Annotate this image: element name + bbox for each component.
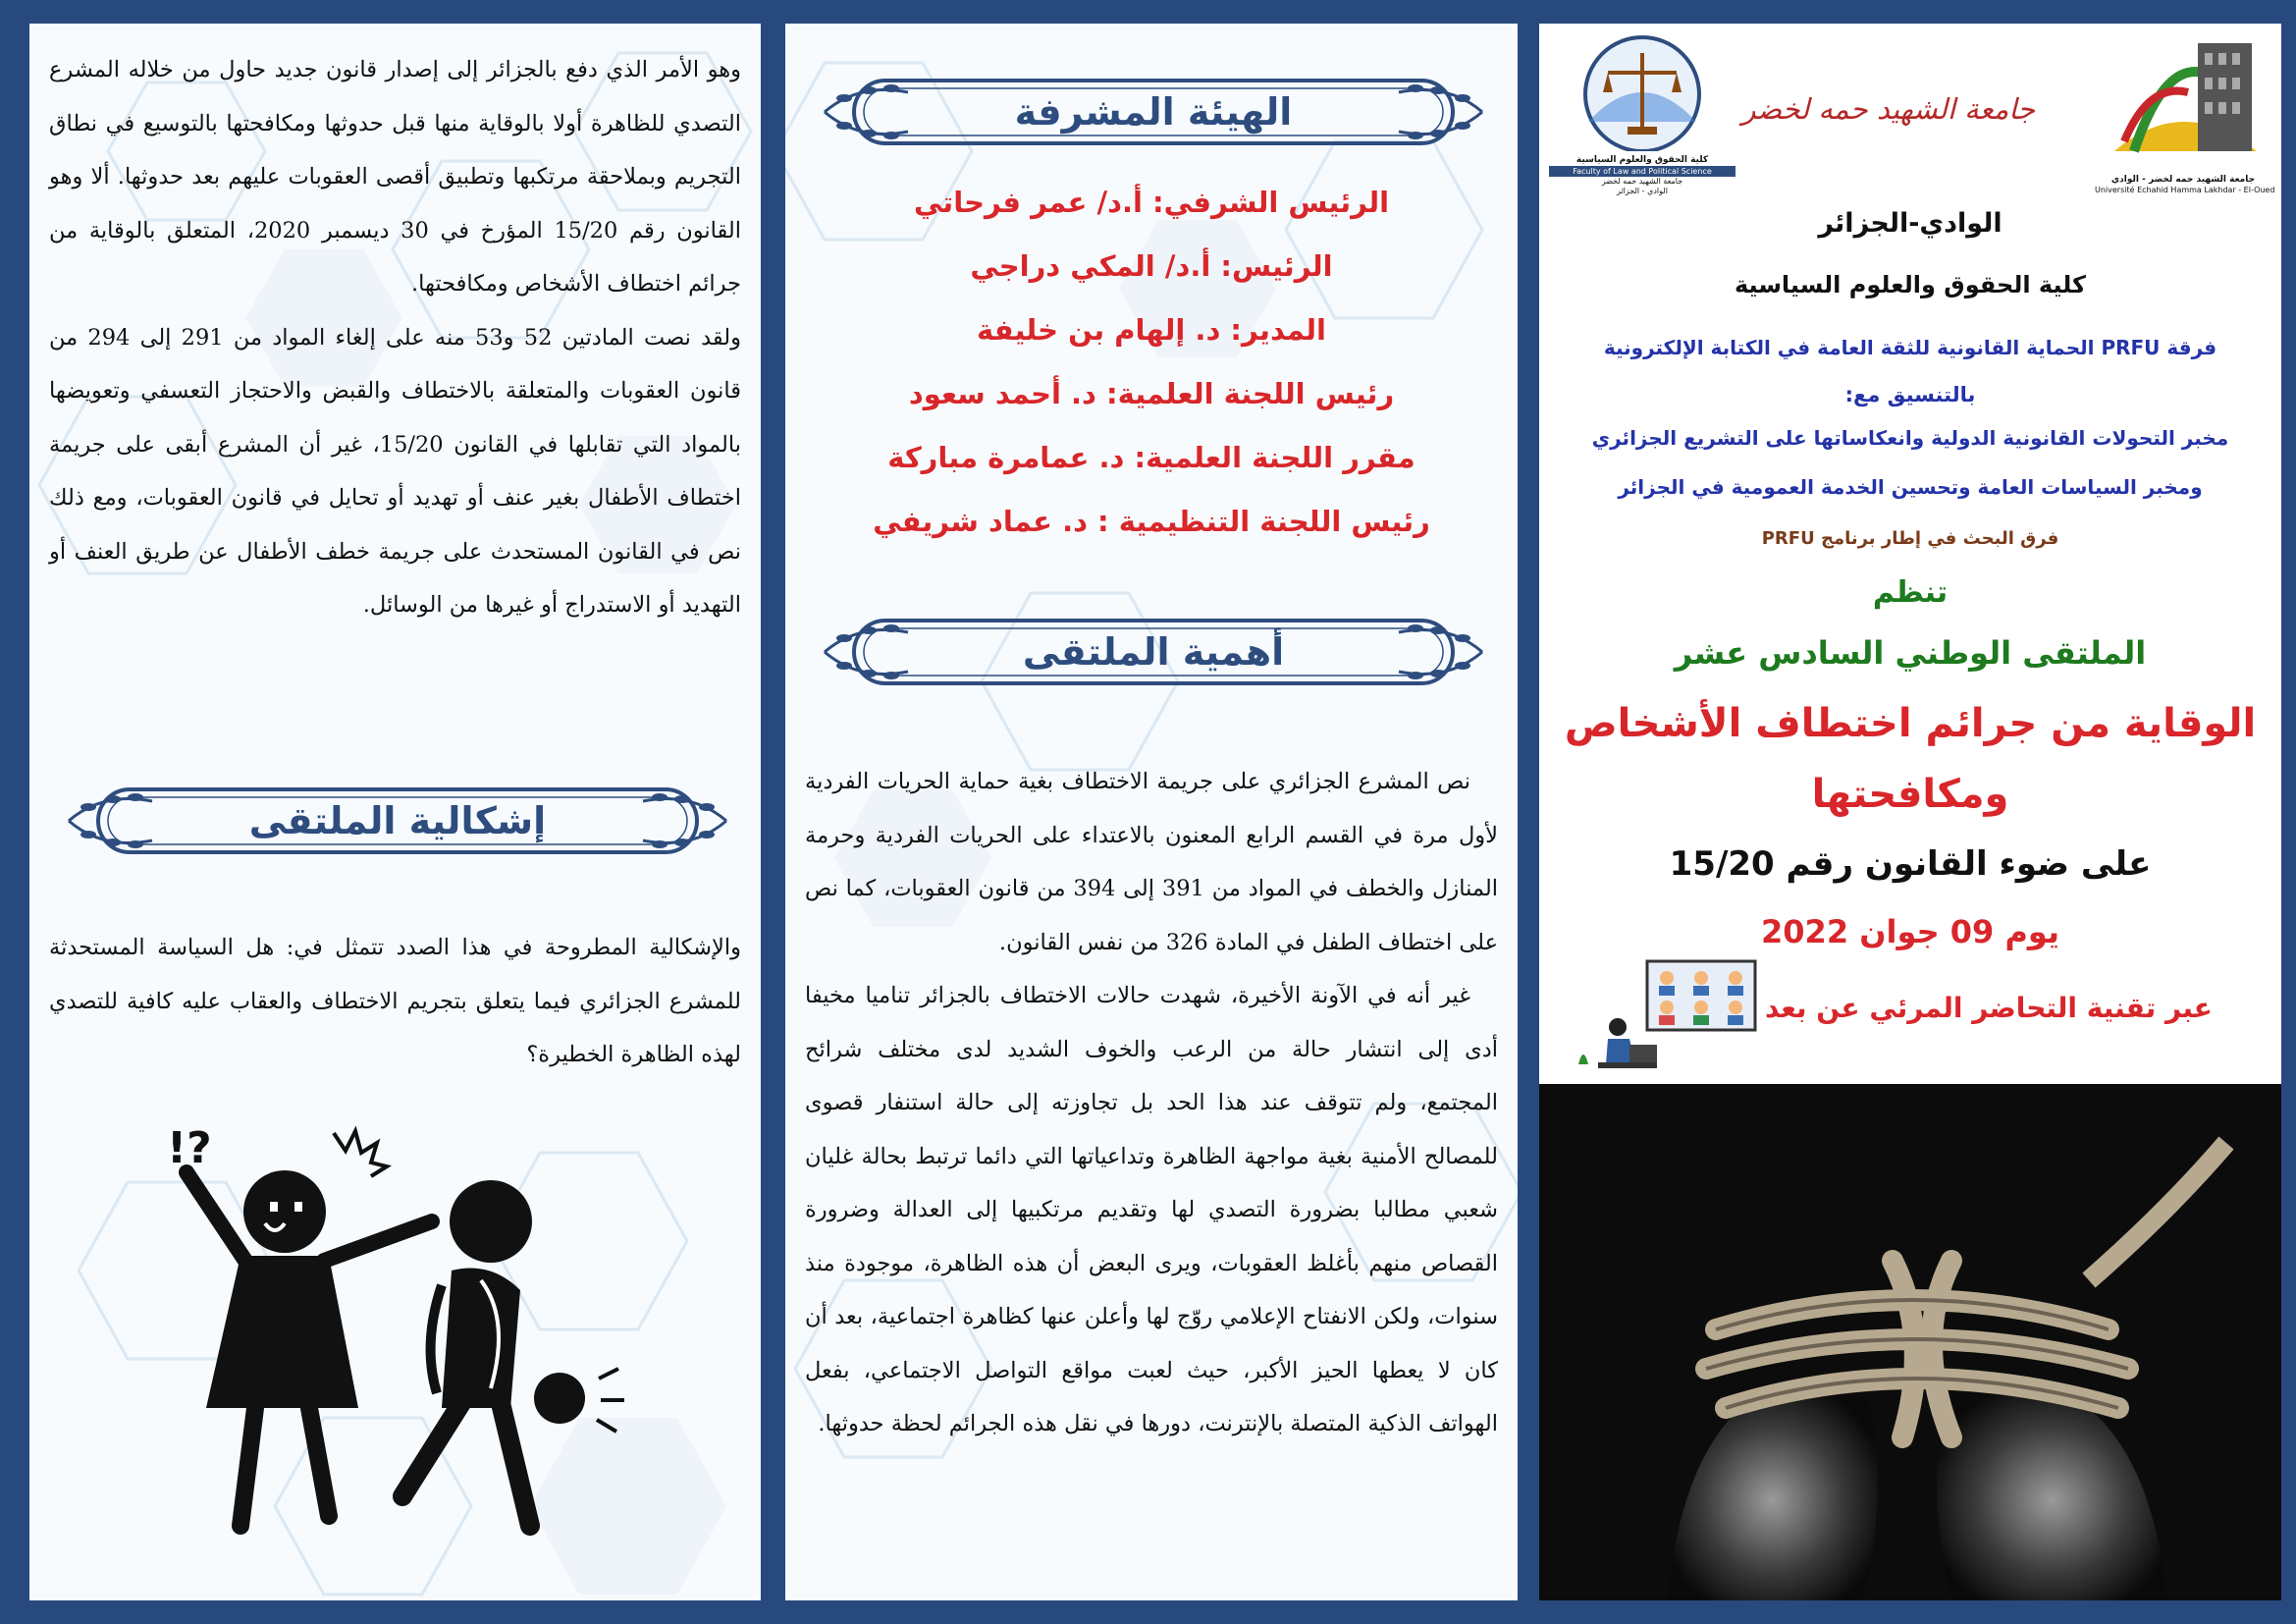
topic-line-2: ومكافحتها (1811, 772, 2009, 817)
importance-text (805, 755, 1498, 1451)
university-logo-caption: جامعة الشهيد حمه لخضر - الوادي (2110, 175, 2256, 185)
intro-text (49, 43, 741, 632)
law-reference: على ضوء القانون رقم 15/20 (1669, 844, 2152, 884)
forum-title: الملتقى الوطني السادس عشر (1674, 634, 2147, 672)
committee-title: الهيئة المشرفة (1014, 90, 1293, 134)
university-calligraphy: جامعة الشهيد حمه لخضر (1741, 92, 2035, 126)
committee-member: رئيس اللجنة العلمية: د. أحمد سعود (908, 377, 1395, 410)
committee-member: الرئيس الشرفي: أ.د/ عمر فرحاتي (913, 186, 1390, 219)
university-logo (2095, 33, 2275, 195)
lab-1: مخبر التحولات القانونية الدولية وانعكاساتها على التشريع الجزائري (1591, 426, 2229, 450)
event-mode: عبر تقنية التحاضر المرئي عن بعد (1765, 992, 2213, 1024)
intro-paragraph-1: وهو الأمر الذي دفع بالجزائر إلى إصدار قانون جديد حاول من خلاله المشرع التصدي للظاهرة أولا بالوقاية منها قبل حدوثها ومكافحتها بالتوسيع في نطاق التجريم وبملاحقة مرتكبها وتطبيق أقصى العقوبات عليهم بعد حدوثها. ألا وهو القانون رقم 15/20 المؤرخ في 30 ديسمبر 2020، المتعلق بالوقاية من جرائم اختطاف الأشخاص ومكافحتها. (49, 57, 742, 297)
intro-paragraph-2: ولقد نصت المادتين 52 و53 منه على إلغاء المواد من 291 إلى 294 من قانون العقوبات والمتعلقة بالاختطاف والقبض والاحتجاز التعسفي وتعويضها بالمواد التي تقابلها في القانون 15/20، غير أن المشرع أبقى على جريمة اختطاف الأطفال بغير عنف أو تهديد أو تحايل في قانون العقوبات، ومع ذلك نص في القانون المستحدث على جريمة خطف الأطفال عن طريق العنف أو التهديد أو الاستدراج أو غيرها من الوسائل. (49, 324, 742, 618)
tied-hands-illustration-icon (1539, 1084, 2281, 1600)
university-logo-caption-fr: Université Echahid Hamma Lakhdar - El-Oued (2095, 186, 2275, 194)
middle-panel (785, 24, 1518, 1600)
faculty-logo-caption-3: الوادي - الجزائر (1617, 187, 1668, 195)
faculty-logo-caption-2: جامعة الشهيد حمه لخضر (1601, 177, 1683, 186)
scales-of-justice-icon (1549, 33, 1735, 151)
faculty-logo-caption-en: Faculty of Law and Political Science (1549, 166, 1735, 177)
faculty-logo-caption: كلية الحقوق والعلوم السياسية (1575, 155, 1709, 165)
program-label: فرق البحث في إطار برنامج PRFU (1761, 528, 2059, 549)
video-conference-icon (1569, 956, 1765, 1084)
city: الوادي-الجزائر (1818, 208, 2002, 239)
importance-paragraph-1: نص المشرع الجزائري على جريمة الاختطاف بغية حماية الحريات الفردية لأول مرة في القسم الرابع المعنون بالاعتداء على الحريات الفردية وحرمة المنازل والخطف في المواد من 391 إلى 394 من قانون العقوبات، كما نص على اختطاف الطفل في المادة 326 من نفس القانون. (805, 769, 1498, 955)
faculty-logo (1549, 33, 1735, 195)
lab-2: ومخبر السياسات العامة وتحسين الخدمة العمومية في الجزائر (1618, 475, 2203, 499)
topic-line-1: الوقاية من جرائم اختطاف الأشخاص (1564, 701, 2257, 746)
right-panel (1539, 24, 2281, 1600)
importance-paragraph-2: غير أنه في الآونة الأخيرة، شهدت حالات الاختطاف بالجزائر تناميا مخيفا أدى إلى انتشار حالة من الرعب والخوف الشديد لدى مختلف شرائح المجتمع، ولم تتوقف عند هذا الحد بل تجاوزته إلى حالة استنفار قصوى للمصالح الأمنية بغية مواجهة الظاهرة وتداعياتها التي دائما ترتبط بحالة غليان شعبي مطالبا بضرورة التصدي لها وتقديم مرتكبيها إلى العدالة وضرورة القصاص منهم بأغلظ العقوبات، ويرى البعض أن هذه الظاهرة، موجودة منذ سنوات، ولكن الانفتاح الإعلامي روّج لها وأعلن عنها كظاهرة اجتماعية، بعد أن كان لا يعطها الحيز الأكبر، حيث لعبت مواقع التواصل الاجتماعي، بفعل الهواتف الذكية المتصلة بالإنترنت، دورها في نقل هذه الجرائم لحظة حدوثها. (805, 983, 1498, 1436)
tied-hands-photo (1539, 1084, 2281, 1600)
problem-text-block (49, 921, 741, 1082)
coordination-label: بالتنسيق مع: (1844, 383, 1976, 406)
problem-text: والإشكالية المطروحة في هذا الصدد تتمثل في: هل السياسة المستحدثة للمشرع الجزائري فيما يتعلق بتجريم الاختطاف والعقاب عليه كافية للتصدي لهذه الظاهرة الخطيرة؟ (49, 935, 741, 1067)
committee-member: رئيس اللجنة التنظيمية : د. عماد شريفي (873, 505, 1430, 538)
organizes-label: تنظم (1872, 575, 1949, 610)
kidnapping-illustration-icon (137, 1113, 687, 1555)
committee-list (785, 171, 1518, 554)
committee-member: المدير: د. إلهام بن خليفة (977, 313, 1326, 347)
committee-member: مقرر اللجنة العلمية: د. عمامرة مباركة (887, 441, 1415, 474)
left-panel (29, 24, 761, 1600)
svg-text:!?: !? (167, 1123, 212, 1173)
problem-title: إشكالية الملتقى (248, 799, 547, 842)
importance-title: أهمية الملتقى (1022, 630, 1285, 674)
event-date: يوم 09 جوان 2022 (1761, 913, 2059, 950)
faculty-name: كلية الحقوق والعلوم السياسية (1734, 271, 2087, 298)
committee-title-frame (815, 63, 1492, 161)
committee-member: الرئيس: أ.د/ المكي دراجي (970, 249, 1333, 283)
problem-title-frame (59, 772, 736, 870)
research-team: فرقة PRFU الحماية القانونية للثقة العامة في الكتابة الإلكترونية (1603, 336, 2217, 359)
university-building-icon (2095, 33, 2271, 171)
importance-title-frame (815, 603, 1492, 701)
